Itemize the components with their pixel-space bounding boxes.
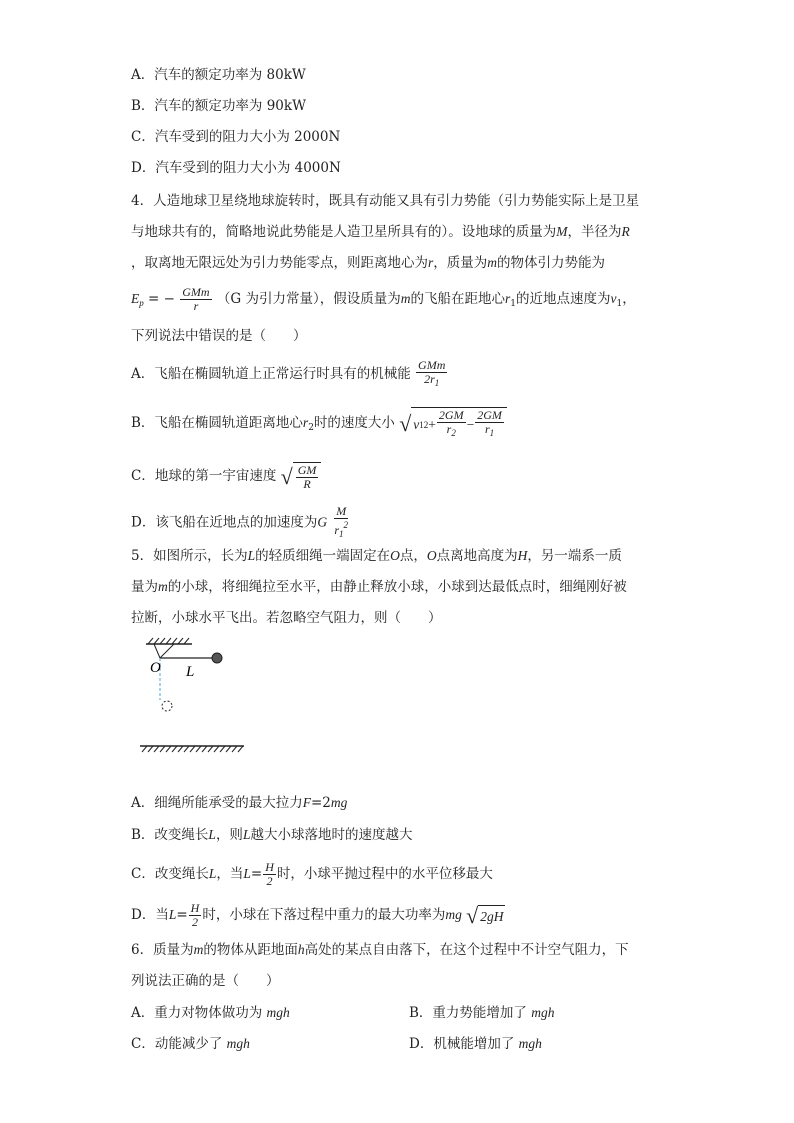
q4-line-1: 4．人造地球卫星绕地球旋转时，既具有动能又具有引力势能（引力势能实际上是卫星	[131, 193, 640, 209]
q5-line-1: 5．如图所示，长为L的轻质细绳一端固定在O点，O点离地高度为H，另一端系一质	[131, 548, 622, 564]
q5-line-2: 量为m的小球，将细绳拉至水平，由静止释放小球，小球到达最低点时，细绳刚好被	[131, 579, 627, 595]
q6-line-1: 6．质量为m的物体从距地面h高处的某点自由落下，在这个过程中不计空气阻力，下	[131, 942, 629, 958]
q6-option-d: D．机械能增加了 mgh	[409, 1036, 542, 1052]
pendulum-figure	[140, 636, 260, 754]
q3-option-b: B．汽车的额定功率为 90kW	[131, 98, 306, 114]
sqrt-expression: √ v 1 2 + $\frac{2GM}{r_2}$ − $\frac{2GM}{r_1}$	[399, 407, 507, 440]
fig-label-o: O	[150, 660, 161, 676]
q4-line-5: 下列说法中错误的是（ ）	[131, 328, 307, 344]
fig-label-l: L	[186, 664, 195, 680]
q3-option-d: D．汽车受到的阻力大小为 4000N	[131, 160, 341, 176]
formula-ep: E	[131, 291, 140, 306]
q4-option-a: A．飞船在椭圆轨道上正常运行时具有的机械能 $\frac{\text{GMm}}{2r_1}$	[131, 358, 446, 388]
q4-option-b: B．飞船在椭圆轨道距离地心$r_2$时的速度大小 √ v 1 2 + $\frac{2GM}{r_2}$ − $\frac{2GM}{r_1}$	[131, 407, 507, 440]
formula-fraction: $\frac{\text{GMm}}{r}$	[182, 285, 210, 313]
q6-option-c: C．动能减少了 mgh	[131, 1036, 250, 1052]
q3-option-a: A．汽车的额定功率为 80kW	[131, 67, 306, 83]
q6-option-b: B．重力势能增加了 mgh	[409, 1005, 555, 1021]
q6-line-2: 列说法正确的是（ ）	[131, 973, 280, 989]
q4-line-4: $E_p$ = − $\frac{\text{GMm}}{r}$ （G 为引力常量），假设质量为m的飞船在距地心$r_1$的近地点速度为$v_1$，	[131, 285, 636, 313]
q5-line-3: 拉断，小球水平飞出。若忽略空气阻力，则（ ）	[131, 610, 442, 626]
q6-option-a: A．重力对物体做功为 mgh	[131, 1005, 290, 1021]
q4-option-d: D．该飞船在近地点的加速度为G $\frac{M}{r_1^2}$	[131, 504, 349, 539]
q5-option-c: C．改变绳长L，当L= $\frac{H}{2}$ 时，小球平抛过程中的水平位移最大	[131, 860, 493, 888]
q3-option-c: C．汽车受到的阻力大小为 2000N	[131, 129, 341, 145]
q4-option-c: C．地球的第一宇宙速度 √ $\frac{GM}{R}$	[131, 462, 321, 491]
q4-line-2: 与地球共有的，简略地说此势能是人造卫星所具有的）。设地球的质量为M，半径为R	[131, 224, 630, 240]
q5-option-d: D．当L= $\frac{H}{2}$ 时，小球在下落过程中重力的最大功率为mg √ 2gH	[131, 901, 504, 929]
q5-option-b: B．改变绳长L，则L越大小球落地时的速度越大	[131, 827, 413, 843]
q4-line-3: ，取离地无限远处为引力势能零点，则距离地心为r，质量为m的物体引力势能为	[131, 255, 606, 271]
q5-option-a: A．细绳所能承受的最大拉力F=2mg	[131, 795, 348, 811]
